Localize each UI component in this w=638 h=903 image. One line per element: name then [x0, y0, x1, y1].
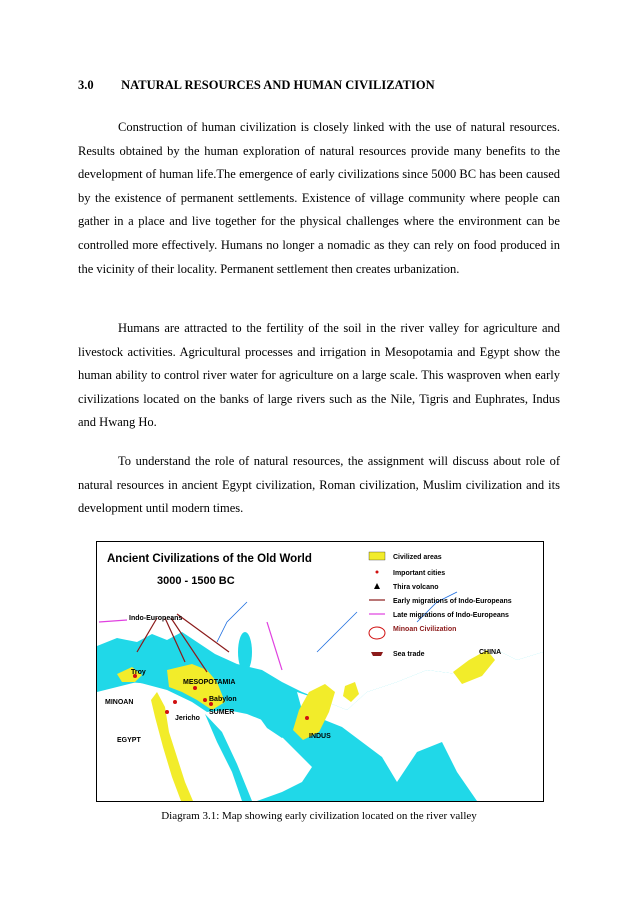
label-indo-europeans: Indo-Europeans — [129, 615, 183, 622]
label-troy: Troy — [131, 669, 146, 676]
old-world-map — [97, 542, 543, 801]
legend-early-migrations: Early migrations of Indo-Europeans — [393, 598, 512, 605]
figure-caption-text: Diagram 3.1: Map showing early civilization located on the river valley — [161, 810, 477, 822]
paragraph-2: Humans are attracted to the fertility of the soil in the river valley for agriculture and livestock activities. Agricultural processes and irrigation in Mesopotamia and Egypt show the human ability to control river water for agriculture on a large scale. This wasproven when early civilizations located on the banks of large rivers such as the Nile, Tigris and Euphrates, Indus and Hwang Ho. — [78, 321, 560, 430]
legend-city-swatch — [376, 571, 379, 574]
legend-minoan-civilization: Minoan Civilization — [393, 626, 457, 633]
map-figure — [96, 541, 544, 802]
legend-civilized-swatch — [369, 552, 385, 560]
label-indus: INDUS — [309, 733, 331, 740]
paragraph-3: To understand the role of natural resources, the assignment will discuss about role of natural resources in ancient Egypt civilization, Roman civilization, Muslim civilization and its development until modern times. — [78, 454, 560, 516]
label-mesopotamia: MESOPOTAMIA — [183, 679, 236, 686]
map-title: Ancient Civilizations of the Old World — [107, 553, 312, 565]
legend-late-migrations: Late migrations of Indo-Europeans — [393, 612, 509, 619]
black-sea — [139, 640, 195, 660]
label-jericho: Jericho — [175, 715, 200, 722]
label-minoan: MINOAN — [105, 699, 134, 706]
section-number: 3.0 — [78, 78, 94, 92]
legend-sea-trade: Sea trade — [393, 651, 425, 658]
legend-important-cities: Important cities — [393, 570, 446, 577]
paragraph-1: Construction of human civilization is closely linked with the use of natural resources. Results obtained by the human exploration of natural resources provide many benefits to the development of human life.The emergence of early civilizations since 5000 BC has been caused by the existence of permanent settlements. Existence of village community where people can gather in a place and live together for the physical challenges where the environment can be controlled more effectively. Humans no longer a nomadic as they can rely on food produced in the vicinity of their locality. Permanent settlement then creates urbanization. — [78, 120, 560, 276]
section-heading — [78, 78, 435, 93]
label-sumer: SUMER — [209, 709, 235, 716]
legend-thira-volcano: Thira volcano — [393, 584, 439, 591]
figure-caption — [0, 810, 638, 822]
map-subtitle: 3000 - 1500 BC — [157, 575, 235, 587]
label-china: CHINA — [479, 649, 502, 656]
label-babylon: Babylon — [209, 696, 237, 703]
label-egypt: EGYPT — [117, 737, 141, 744]
legend-civilized-areas: Civilized areas — [393, 554, 442, 561]
legend-sea-trade-icon — [371, 652, 383, 656]
section-title: NATURAL RESOURCES AND HUMAN CIVILIZATION — [121, 78, 435, 92]
caspian-sea — [238, 632, 252, 672]
